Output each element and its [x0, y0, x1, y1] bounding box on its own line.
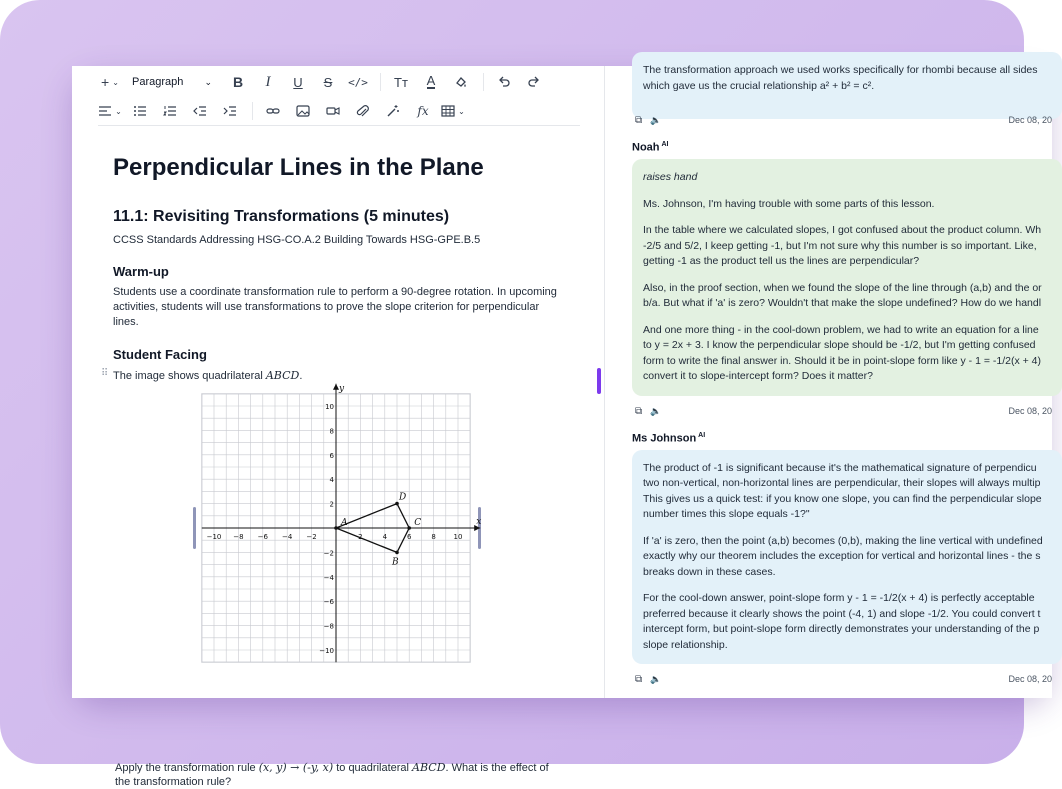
message-line: If 'a' is zero, then the point (a,b) becomes (0,b), making the line vertical with undefined: [643, 534, 1043, 547]
apply-suffix: . What is the effect of the transformation rule?: [115, 762, 549, 788]
strikethrough-button[interactable]: [316, 70, 340, 94]
align-button[interactable]: [98, 99, 122, 123]
x-tick-label: −4: [282, 533, 293, 541]
message-line: preferred because it clearly shows the point (-4, 1) and slope -1/2. You could convert t: [643, 607, 1041, 620]
vertex-point: [334, 526, 338, 530]
highlight-icon: [454, 75, 468, 89]
chat-message-bubble: [632, 450, 1062, 665]
indent-icon: [223, 105, 237, 117]
formula-icon: fx: [417, 104, 429, 118]
message-line: b/a. But what if 'a' is zero? Wouldn't that make the slope undefined? How do we handl: [643, 297, 1042, 309]
toolbar-divider: [98, 125, 580, 126]
italic-button[interactable]: [256, 70, 280, 94]
x-axis-label: x: [476, 517, 482, 527]
bold-icon: B: [232, 74, 244, 90]
message-line: And one more thing - in the cool-down problem, we had to write an equation for a line: [643, 323, 1039, 336]
bullet-list-icon: [133, 105, 147, 117]
y-tick-label: 6: [329, 451, 334, 460]
x-tick-label: 4: [382, 533, 388, 541]
document-title: Perpendicular Lines in the Plane: [113, 154, 484, 181]
table-button[interactable]: [441, 99, 465, 123]
message-line: The transformation approach we used works specifically for rhombi because all sides: [643, 64, 1038, 76]
warmup-paragraph: Students use a coordinate transformation rule to perform a 90-degree rotation. In upcoming activities, students will use transformations to prove the slope criterion for perpendicular lines.: [113, 286, 557, 328]
message-line: to y = 2x + 3. I know the perpendicular slope should be -1/2, but I'm getting confused: [643, 339, 1036, 351]
app-window: [72, 64, 1052, 788]
y-tick-label: −10: [319, 647, 334, 655]
magic-wand-button[interactable]: [381, 99, 405, 123]
underline-button[interactable]: [286, 70, 310, 94]
vertex-point: [395, 551, 399, 555]
attachment-button[interactable]: [351, 99, 375, 123]
code-icon: </>: [348, 75, 368, 89]
message-line: breaks down in these cases.: [643, 565, 776, 578]
copy-icon[interactable]: ⧉: [635, 674, 643, 685]
y-tick-label: −8: [323, 622, 334, 631]
vertex-point: [407, 526, 411, 530]
message-line: exactly why our theorem includes the exception for vertical and horizontal lines - the s: [643, 550, 1041, 562]
font-color-button[interactable]: [419, 70, 443, 94]
highlight-button[interactable]: [449, 70, 473, 94]
message-line: Ms. Johnson, I'm having trouble with some parts of this lesson.: [643, 197, 935, 210]
ai-badge: AI: [698, 431, 706, 439]
x-tick-label: 10: [453, 533, 463, 541]
y-tick-label: 4: [329, 476, 334, 485]
speaker-icon[interactable]: 🔈: [650, 674, 662, 684]
message-date: Dec 08, 20: [1008, 405, 1052, 416]
apply-quad-math: ABCD: [412, 761, 446, 774]
toolbar-separator: [380, 73, 381, 91]
chevron-down-icon: ⌄: [204, 76, 212, 87]
message-line: number times this slope equals -1?": [643, 508, 810, 520]
apply-prefix: Apply the transformation rule: [115, 762, 259, 774]
toolbar-row-insert: [98, 99, 471, 123]
numbered-list-button[interactable]: [158, 99, 182, 123]
image-button[interactable]: [291, 99, 315, 123]
magic-wand-icon: [386, 104, 400, 118]
image-icon: [296, 105, 310, 117]
y-tick-label: −6: [323, 598, 334, 607]
vertex-label: D: [399, 492, 407, 503]
attachment-icon: [356, 104, 370, 118]
x-tick-label: 2: [358, 533, 363, 541]
editor-pane: [72, 66, 604, 788]
outdent-button[interactable]: [188, 99, 212, 123]
underline-icon: U: [293, 74, 303, 90]
plus-icon: +: [101, 74, 110, 90]
chat-message-bubble: [632, 52, 1062, 119]
vertex-label: A: [341, 518, 348, 528]
message-line: For the cool-down answer, point-slope form y - 1 = -1/2(x + 4) is perfectly acceptable: [643, 592, 1035, 604]
formula-button[interactable]: [411, 99, 435, 123]
message-line: This gives us a quick test: if you know one slope, you can find the perpendicular slope: [643, 492, 1042, 505]
undo-icon: [497, 75, 511, 89]
link-icon: [266, 105, 280, 117]
toolbar-separator: [252, 102, 253, 120]
table-icon: [441, 105, 455, 117]
x-tick-label: −10: [206, 533, 222, 541]
apply-mid: to quadrilateral: [333, 762, 413, 774]
student-facing-heading: Student Facing: [113, 347, 207, 362]
link-button[interactable]: [261, 99, 285, 123]
message-sender: [632, 141, 669, 154]
message-line: getting -1 as the product tell us the lines are perpendicular?: [643, 255, 920, 267]
message-line: In the table where we calculated slopes, I got confused about the product column. Wh: [643, 224, 1042, 236]
bold-button[interactable]: [226, 70, 250, 94]
message-line: two non-vertical, non-horizontal lines are perpendicular, their slopes will always multip: [643, 477, 1041, 489]
bullet-list-button[interactable]: [128, 99, 152, 123]
standards-text: CCSS Standards Addressing HSG-CO.A.2 Building Towards HSG-GPE.B.5: [113, 234, 481, 246]
message-meta: [632, 115, 1052, 129]
message-sender: [632, 432, 705, 445]
insert-block-button[interactable]: [98, 70, 122, 94]
x-tick-label: −2: [306, 533, 317, 541]
outdent-icon: [193, 105, 207, 117]
video-icon: [326, 105, 340, 117]
warmup-heading: Warm-up: [113, 264, 169, 279]
chevron-down-icon: ⌄: [112, 77, 119, 87]
italic-icon: I: [265, 73, 271, 90]
strikethrough-icon: S: [323, 74, 333, 90]
message-line: raises hand: [643, 171, 698, 183]
y-axis-label: y: [339, 383, 345, 394]
video-button[interactable]: [321, 99, 345, 123]
ai-badge: AI: [661, 141, 669, 148]
vertex-label: C: [414, 518, 422, 528]
y-tick-label: 10: [325, 403, 334, 411]
speaker-icon[interactable]: 🔈: [650, 405, 662, 416]
text-size-icon: Tт: [394, 74, 408, 90]
apply-rule-math: (x, y) → (-y, x): [258, 761, 334, 774]
image-caption-math: ABCD: [265, 369, 300, 382]
message-line: Also, in the proof section, when we found the slope of the line through (a,b) and the or: [643, 281, 1042, 294]
sender-name: Noah: [632, 141, 660, 154]
sender-name: Ms Johnson: [632, 432, 697, 445]
image-caption: [113, 369, 302, 382]
toolbar-separator: [483, 73, 484, 91]
undo-button[interactable]: [492, 70, 516, 94]
x-tick-label: 6: [406, 533, 412, 541]
copy-icon[interactable]: ⧉: [635, 405, 643, 417]
numbered-list-icon: [163, 105, 177, 117]
message-meta: [632, 674, 1052, 688]
redo-button[interactable]: [522, 70, 546, 94]
coordinate-graph: [200, 383, 482, 666]
speaker-icon[interactable]: 🔈: [650, 115, 662, 125]
indent-button[interactable]: [218, 99, 242, 123]
message-actions: [635, 674, 669, 685]
message-meta: [632, 406, 1052, 420]
apply-transformation-text: [115, 761, 565, 789]
image-resize-handle-left[interactable]: [193, 507, 196, 549]
chevron-down-icon: ⌄: [458, 106, 465, 116]
font-color-icon: A: [426, 73, 436, 88]
message-line: which gave us the crucial relationship a² + b² = c².: [643, 79, 875, 92]
vertex-label: B: [392, 557, 399, 568]
chevron-down-icon: ⌄: [115, 106, 122, 116]
y-tick-label: −4: [323, 573, 334, 582]
message-line: -2/5 and 5/2, I keep getting -1, but I'm not sure why this number is so important. Like,: [643, 239, 1037, 252]
y-tick-label: 8: [329, 427, 334, 436]
message-date: Dec 08, 20: [1008, 674, 1052, 684]
align-icon: [98, 105, 112, 117]
image-caption-suffix: .: [299, 370, 303, 382]
message-line: form to write the final answer in. Should it be in point-slope form like y - 1 = -1/2(x + 4): [643, 354, 1042, 367]
message-date: Dec 08, 20: [1008, 115, 1052, 125]
drag-handle-icon[interactable]: ⠿: [101, 368, 109, 379]
image-caption-prefix: The image shows quadrilateral: [113, 370, 266, 382]
message-line: intercept form, but point-slope form directly demonstrates your understanding of the p: [643, 623, 1040, 635]
copy-icon[interactable]: ⧉: [635, 115, 643, 126]
x-tick-label: −8: [233, 533, 244, 541]
y-tick-label: 2: [329, 500, 334, 509]
section-title: 11.1: Revisiting Transformations (5 minutes): [113, 208, 450, 225]
y-tick-label: −2: [323, 549, 334, 558]
pane-resize-handle[interactable]: [597, 368, 601, 394]
redo-icon: [527, 75, 541, 89]
code-button[interactable]: [346, 70, 370, 94]
x-tick-label: −6: [257, 533, 268, 541]
x-tick-label: 8: [431, 533, 436, 541]
message-line: convert it to slope-intercept form? Does it matter?: [643, 370, 873, 382]
message-actions: [635, 115, 669, 126]
paragraph-style-label: Paragraph: [132, 76, 184, 88]
message-line: The product of -1 is significant because it's the mathematical signature of perpendicu: [643, 461, 1037, 474]
message-line: slope relationship.: [643, 638, 728, 651]
toolbar-row-formatting: [98, 70, 552, 94]
paragraph-style-select[interactable]: [128, 71, 216, 93]
chat-pane: [605, 66, 1052, 698]
text-size-button[interactable]: [389, 70, 413, 94]
message-actions: [635, 406, 669, 417]
chat-message-bubble: [632, 159, 1062, 396]
